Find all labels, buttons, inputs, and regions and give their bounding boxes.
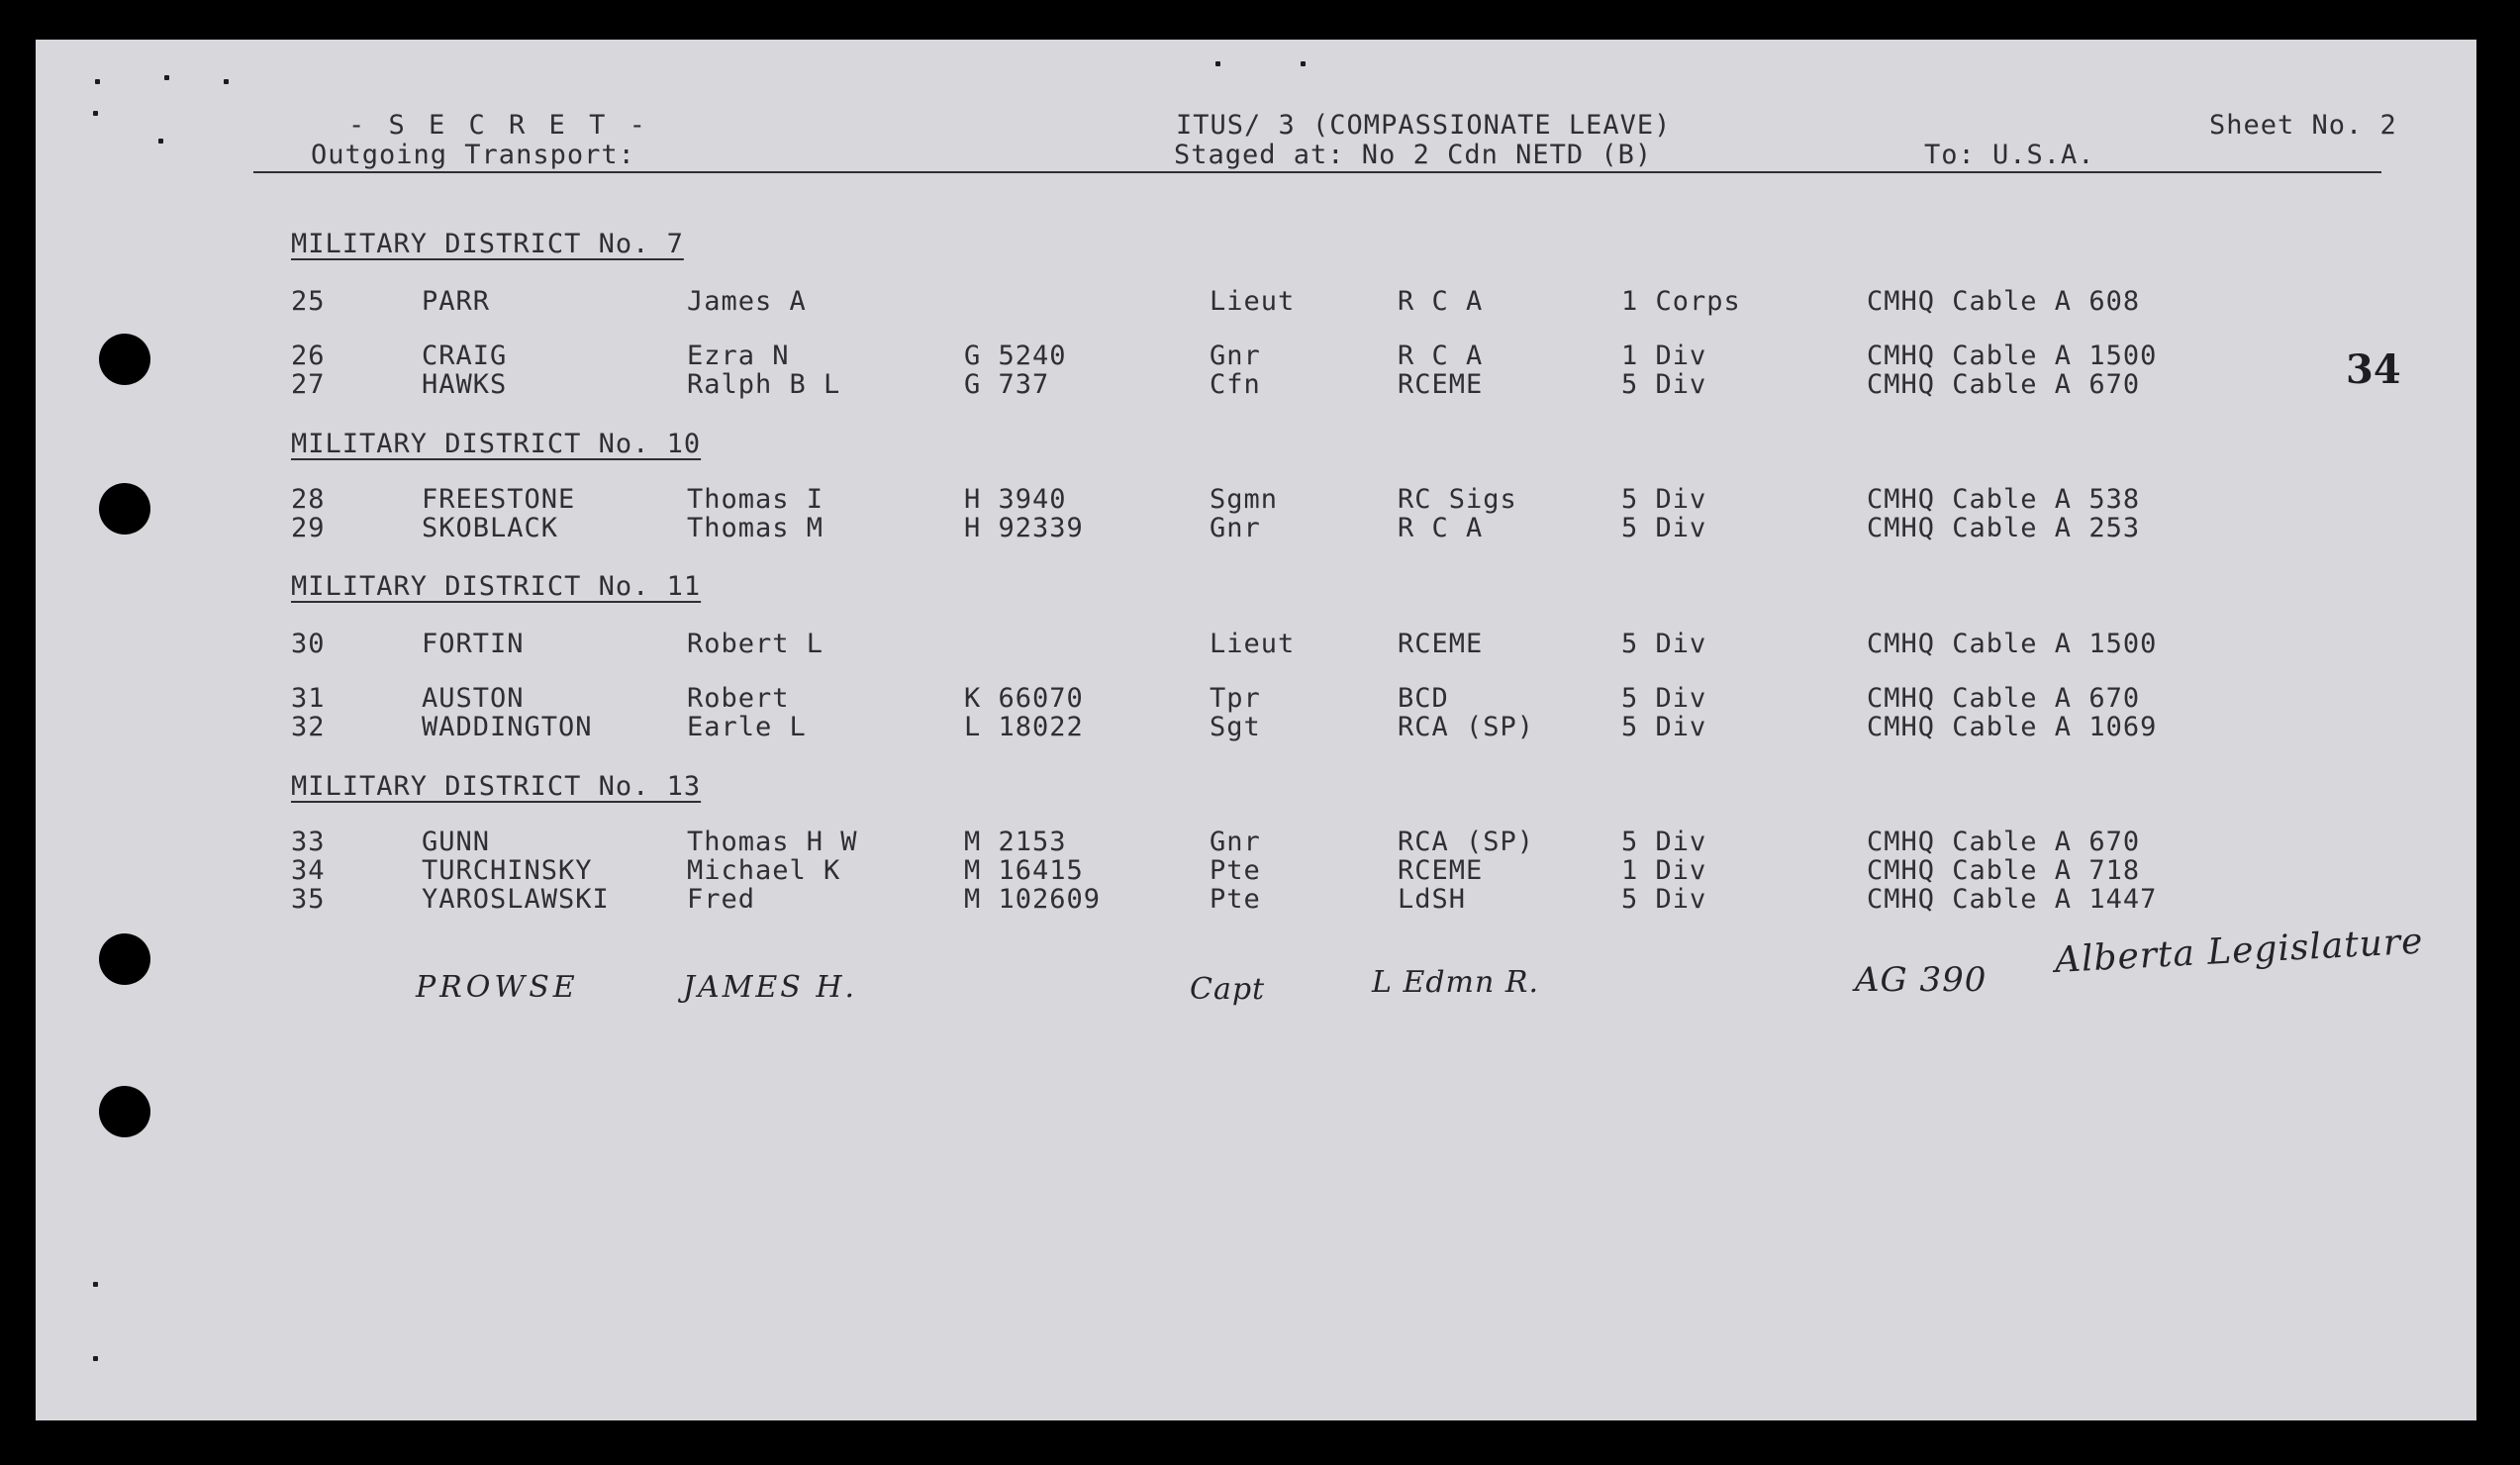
handwritten-surname: PROWSE [416,970,579,1005]
authority: CMHQ Cable A 1447 [1867,884,2158,915]
rank: Lieut [1210,286,1296,317]
given-name: Robert [687,683,790,714]
authority: CMHQ Cable A 718 [1867,855,2141,886]
punch-hole [99,334,150,385]
surname: TURCHINSKY [422,855,593,886]
regimental-number: H 92339 [964,513,1084,543]
rank: Lieut [1210,629,1296,659]
handwritten-unit: L Edmn R. [1372,965,1539,1000]
district-heading: MILITARY DISTRICT No. 7 [291,229,684,259]
punch-hole [99,483,150,535]
unit: RCA (SP) [1398,712,1535,742]
authority: CMHQ Cable A 608 [1867,286,2141,317]
given-name: Earle L [687,712,807,742]
speck [224,79,229,84]
rank: Sgt [1210,712,1261,742]
surname: FREESTONE [422,484,576,515]
rank: Sgmn [1210,484,1279,515]
row-number: 29 [291,513,326,543]
unit: R C A [1398,341,1484,371]
row-number: 31 [291,683,326,714]
unit: RCEME [1398,629,1484,659]
given-name: Ralph B L [687,369,841,400]
formation: 5 Div [1621,369,1707,400]
surname: FORTIN [422,629,525,659]
given-name: Fred [687,884,756,915]
rank: Tpr [1210,683,1261,714]
row-number: 30 [291,629,326,659]
district-heading: MILITARY DISTRICT No. 13 [291,771,702,802]
row-number: 34 [291,855,326,886]
staged-at-label: Staged at: No 2 Cdn NETD (B) [1174,140,1653,170]
regimental-number: G 737 [964,369,1050,400]
speck [93,111,98,116]
regimental-number: H 3940 [964,484,1067,515]
sheet-number: Sheet No. 2 [2209,110,2397,141]
speck [164,75,169,80]
regimental-number: K 66070 [964,683,1084,714]
header-rule [253,171,2381,173]
handwritten-note: Alberta Legislature [2053,921,2425,981]
row-number: 35 [291,884,326,915]
row-number: 27 [291,369,326,400]
surname: WADDINGTON [422,712,593,742]
formation: 5 Div [1621,629,1707,659]
unit: RCEME [1398,855,1484,886]
punch-hole [99,1086,150,1137]
rank: Gnr [1210,827,1261,857]
authority: CMHQ Cable A 1500 [1867,629,2158,659]
unit: RCA (SP) [1398,827,1535,857]
rank: Cfn [1210,369,1261,400]
unit: RCEME [1398,369,1484,400]
page-number: 34 [2346,346,2401,393]
formation: 5 Div [1621,683,1707,714]
regimental-number: L 18022 [964,712,1084,742]
speck [93,1356,98,1361]
authority: CMHQ Cable A 670 [1867,369,2141,400]
formation: 5 Div [1621,884,1707,915]
row-number: 32 [291,712,326,742]
handwritten-authority: AG 390 [1855,960,1987,1000]
destination-label: To: U.S.A. [1924,140,2095,170]
row-number: 33 [291,827,326,857]
speck [93,1282,98,1287]
surname: HAWKS [422,369,508,400]
speck [158,139,163,144]
speck [1215,61,1220,66]
handwritten-given-name: JAMES H. [683,970,858,1005]
surname: PARR [422,286,491,317]
row-number: 25 [291,286,326,317]
unit: R C A [1398,286,1484,317]
formation: 5 Div [1621,712,1707,742]
district-heading: MILITARY DISTRICT No. 11 [291,571,702,602]
surname: CRAIG [422,341,508,371]
rank: Gnr [1210,341,1261,371]
unit: RC Sigs [1398,484,1517,515]
authority: CMHQ Cable A 253 [1867,513,2141,543]
given-name: James A [687,286,807,317]
regimental-number: M 2153 [964,827,1067,857]
speck [1301,61,1306,66]
formation: 1 Div [1621,341,1707,371]
punch-hole [99,933,150,985]
authority: CMHQ Cable A 1500 [1867,341,2158,371]
surname: AUSTON [422,683,525,714]
given-name: Michael K [687,855,841,886]
given-name: Thomas I [687,484,824,515]
formation: 1 Corps [1621,286,1741,317]
document-sheet [36,40,2476,1420]
regimental-number: G 5240 [964,341,1067,371]
outgoing-transport-label: Outgoing Transport: [311,140,635,170]
rank: Pte [1210,855,1261,886]
unit: BCD [1398,683,1449,714]
surname: YAROSLAWSKI [422,884,610,915]
formation: 5 Div [1621,827,1707,857]
given-name: Ezra N [687,341,790,371]
rank: Gnr [1210,513,1261,543]
unit: LdSH [1398,884,1467,915]
authority: CMHQ Cable A 538 [1867,484,2141,515]
formation: 5 Div [1621,513,1707,543]
given-name: Thomas M [687,513,824,543]
classification-label: - S E C R E T - [348,110,649,141]
surname: GUNN [422,827,491,857]
row-number: 26 [291,341,326,371]
surname: SKOBLACK [422,513,559,543]
regimental-number: M 102609 [964,884,1102,915]
speck [95,79,100,84]
district-heading: MILITARY DISTRICT No. 10 [291,429,702,459]
authority: CMHQ Cable A 670 [1867,683,2141,714]
authority: CMHQ Cable A 670 [1867,827,2141,857]
authority: CMHQ Cable A 1069 [1867,712,2158,742]
formation: 1 Div [1621,855,1707,886]
regimental-number: M 16415 [964,855,1084,886]
unit: R C A [1398,513,1484,543]
handwritten-rank: Capt [1190,972,1266,1007]
given-name: Thomas H W [687,827,858,857]
formation: 5 Div [1621,484,1707,515]
given-name: Robert L [687,629,824,659]
row-number: 28 [291,484,326,515]
itus-label: ITUS/ 3 (COMPASSIONATE LEAVE) [1176,110,1672,141]
rank: Pte [1210,884,1261,915]
